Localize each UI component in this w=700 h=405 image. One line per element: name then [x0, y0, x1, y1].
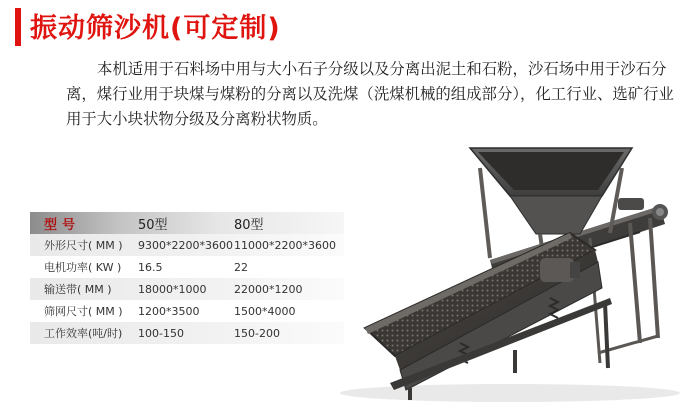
row-value-80: 22000*1200	[234, 282, 303, 296]
row-value-80: 11000*2200*3600	[234, 238, 336, 252]
row-label: 电机功率( KW )	[44, 261, 122, 274]
row-value-80: 1500*4000	[234, 304, 296, 318]
machine-image	[340, 138, 700, 405]
table-row	[30, 322, 344, 344]
row-label: 外形尺寸( MM )	[44, 239, 123, 252]
product-description: 本机适用于石料场中用与大小石子分级以及分离出泥土和石粉，沙石场中用于沙石分离，煤行业用于块煤与煤粉的分离以及洗煤（洗煤机械的组成部分），化工行业、选矿行业用于大小块状物分级及分离粉状物质。	[66, 60, 674, 128]
row-value-50: 1200*3500	[138, 304, 200, 318]
row-label: 输送带( MM )	[44, 283, 112, 296]
row-label: 工作效率(吨/时)	[44, 327, 123, 340]
row-value-80: 22	[234, 260, 248, 274]
spec-table	[30, 212, 344, 344]
spec-table-header	[30, 212, 344, 234]
row-value-80: 150-200	[234, 326, 280, 340]
header-model-80: 80型	[234, 217, 264, 233]
row-value-50: 16.5	[138, 260, 163, 274]
header-label: 型号	[44, 217, 81, 233]
title-accent-bar	[15, 8, 21, 46]
table-row	[30, 278, 344, 300]
row-value-50: 18000*1000	[138, 282, 207, 296]
page-title: 振动筛沙机(可定制)	[30, 13, 281, 44]
row-value-50: 100-150	[138, 326, 184, 340]
table-row	[30, 256, 344, 278]
table-row	[30, 234, 344, 256]
table-row	[30, 300, 344, 322]
row-label: 筛网尺寸( MM )	[44, 305, 123, 318]
row-value-50: 9300*2200*3600	[138, 238, 233, 252]
header-model-50: 50型	[138, 217, 168, 233]
